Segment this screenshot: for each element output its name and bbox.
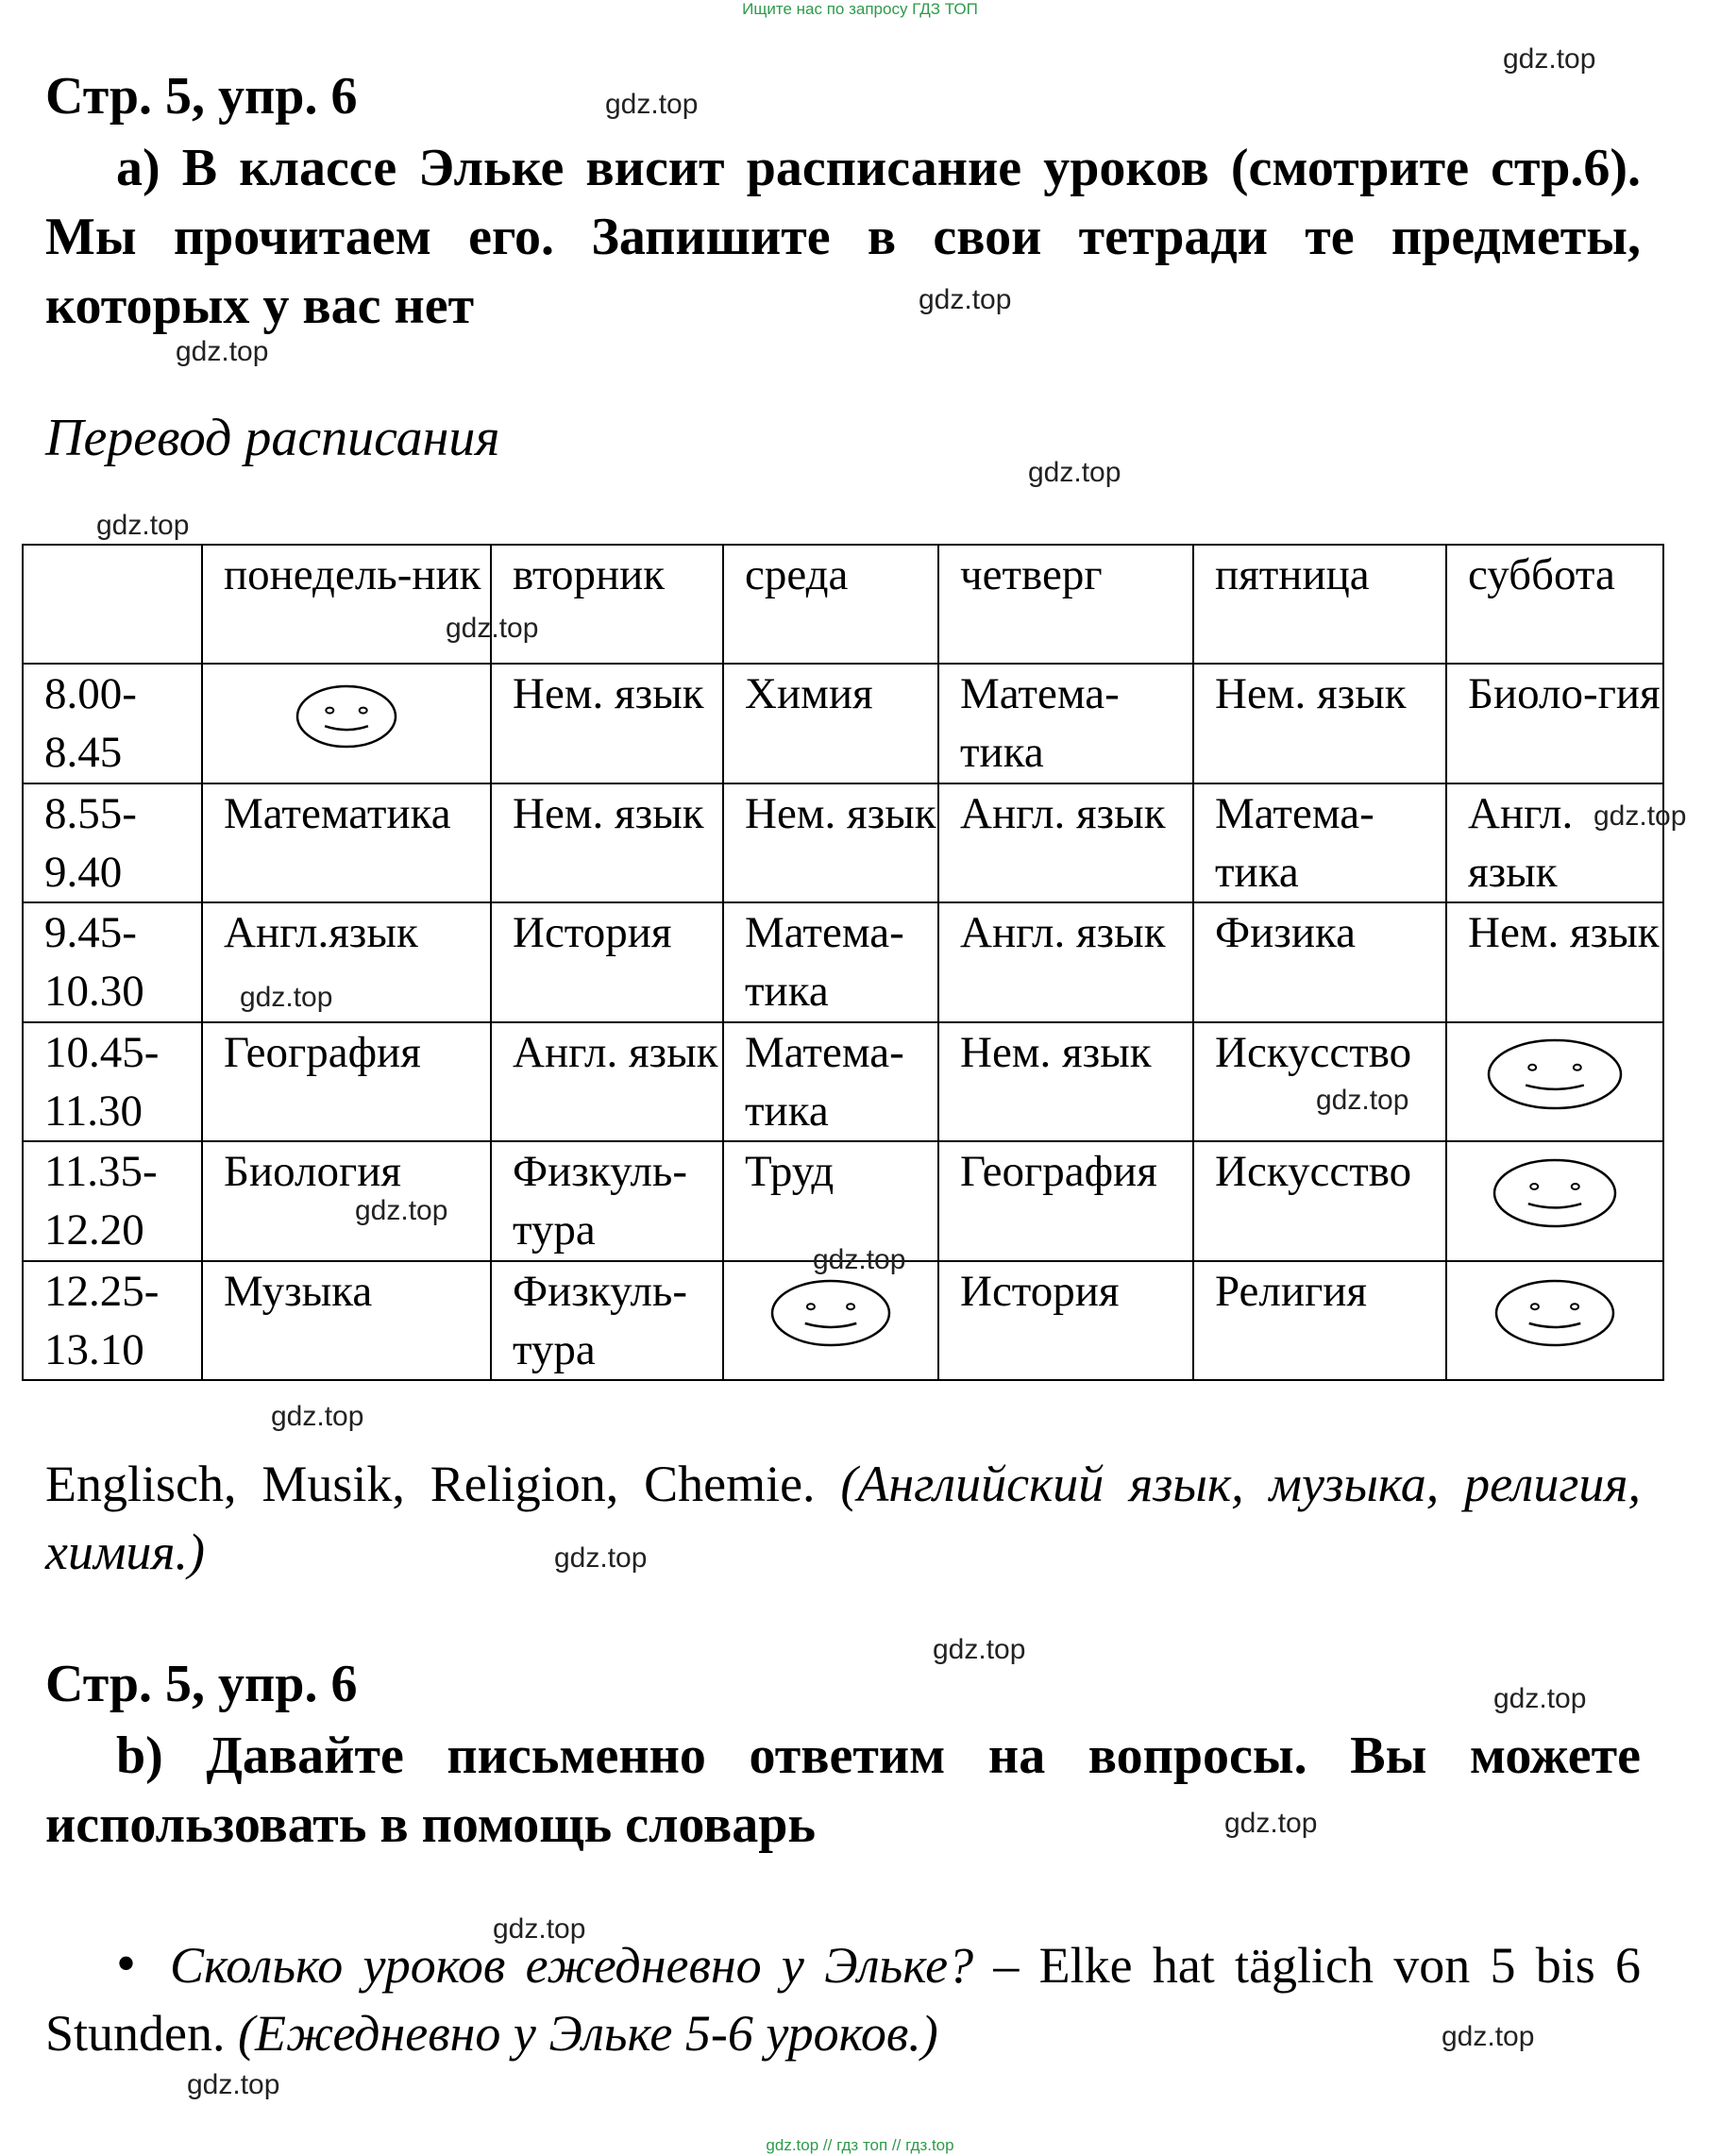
watermark: gdz.top <box>493 1913 586 1945</box>
task-b-text: Давайте письменно ответим на вопросы. Вы можете использовать в помощь словарь <box>45 1726 1642 1854</box>
task-b-label: b) <box>116 1726 163 1785</box>
lesson-cell: Англ.язык <box>202 902 491 1021</box>
smiley-icon <box>1487 1038 1623 1110</box>
watermark: gdz.top <box>187 2069 280 2100</box>
lesson-cell: География <box>938 1141 1193 1260</box>
lesson-cell: География <box>202 1022 491 1141</box>
lesson-cell: История <box>938 1261 1193 1380</box>
day-header: пятница <box>1193 545 1446 664</box>
lesson-cell: Биоло-гия <box>1446 664 1663 783</box>
top-banner: Ищите нас по запросу ГДЗ ТОП <box>742 0 978 18</box>
watermark: gdz.top <box>1224 1808 1318 1839</box>
lesson-cell: Математика <box>202 783 491 902</box>
time-cell: 9.45-10.30 <box>23 902 202 1021</box>
lesson-cell: Труд <box>723 1141 938 1260</box>
lesson-cell: Матема-тика <box>938 664 1193 783</box>
question-text: Сколько уроков ежедневно у Эльке? <box>170 1937 974 1994</box>
lesson-cell: Англ. язык <box>938 902 1193 1021</box>
watermark: gdz.top <box>813 1244 906 1275</box>
lesson-cell: Матема-тика <box>723 1022 938 1141</box>
free-period-cell <box>202 664 491 783</box>
smiley-icon <box>295 684 397 749</box>
header-empty-cell <box>23 545 202 664</box>
lesson-cell: Матема-тика <box>1193 783 1446 902</box>
watermark: gdz.top <box>446 613 539 644</box>
bullet: • <box>116 1932 137 1995</box>
section-a-heading: Стр. 5, упр. 6 <box>45 67 358 126</box>
watermark: gdz.top <box>96 510 190 541</box>
time-cell: 8.00-8.45 <box>23 664 202 783</box>
lesson-cell: Искусство <box>1193 1141 1446 1260</box>
task-a-label: a) <box>116 139 160 197</box>
day-header: четверг <box>938 545 1193 664</box>
watermark: gdz.top <box>1442 2021 1535 2052</box>
time-cell: 10.45-11.30 <box>23 1022 202 1141</box>
lesson-cell: Физкуль-тура <box>491 1141 723 1260</box>
question-dash: – <box>993 1937 1020 1994</box>
lesson-cell: Нем. язык <box>723 783 938 902</box>
smiley-icon <box>1492 1158 1617 1228</box>
day-header: понедель-ник <box>202 545 491 664</box>
schedule-row <box>23 783 1663 902</box>
schedule-row <box>23 1022 1663 1141</box>
answer-a-german: Englisch, Musik, Religion, Chemie. <box>45 1456 816 1512</box>
lesson-cell: Англ. язык <box>491 1022 723 1141</box>
lesson-cell: Матема-тика <box>723 902 938 1021</box>
free-period-cell <box>1446 1261 1663 1380</box>
day-header: вторник <box>491 545 723 664</box>
answer-a <box>45 1450 1641 1586</box>
watermark: gdz.top <box>271 1401 364 1432</box>
lesson-cell: Нем. язык <box>491 783 723 902</box>
question-item <box>45 1929 1641 2067</box>
watermark: gdz.top <box>933 1634 1026 1665</box>
answer-russian: (Ежедневно у Эльке 5-6 уроков.) <box>238 2005 938 2062</box>
watermark: gdz.top <box>554 1542 648 1574</box>
time-cell: 11.35-12.20 <box>23 1141 202 1260</box>
watermark: gdz.top <box>1316 1085 1409 1116</box>
lesson-cell: Англ. язык <box>1446 783 1663 902</box>
time-cell: 8.55-9.40 <box>23 783 202 902</box>
answer-german: Elke hat täglich von 5 bis 6 Stunden. <box>45 1937 1642 2062</box>
schedule-header-row <box>23 545 1663 664</box>
watermark: gdz.top <box>355 1195 448 1226</box>
watermark: gdz.top <box>1028 457 1121 488</box>
day-header: суббота <box>1446 545 1663 664</box>
section-b-heading: Стр. 5, упр. 6 <box>45 1655 358 1713</box>
watermark: gdz.top <box>1503 43 1596 75</box>
lesson-cell: Физкуль-тура <box>491 1261 723 1380</box>
free-period-cell <box>1446 1141 1663 1260</box>
time-cell: 12.25-13.10 <box>23 1261 202 1380</box>
lesson-cell: Искусство <box>1193 1022 1446 1141</box>
day-header: среда <box>723 545 938 664</box>
watermark: gdz.top <box>919 284 1012 315</box>
section-b-task <box>45 1722 1641 1860</box>
schedule-row <box>23 664 1663 783</box>
watermark: gdz.top <box>605 89 699 120</box>
lesson-cell: Нем. язык <box>1446 902 1663 1021</box>
watermark: gdz.top <box>1493 1683 1587 1714</box>
schedule-row <box>23 1141 1663 1260</box>
lesson-cell: Англ. язык <box>938 783 1193 902</box>
bottom-banner: gdz.top // гдз топ // гдз.top <box>766 2136 954 2154</box>
lesson-cell: Нем. язык <box>491 664 723 783</box>
task-a-text: В классе Эльке висит расписание уроков (смотрите стр.6). Мы прочитаем его. Запишите в свои тетради те предметы, которых у вас нет <box>45 139 1642 335</box>
lesson-cell: Нем. язык <box>938 1022 1193 1141</box>
lesson-cell: Религия <box>1193 1261 1446 1380</box>
free-period-cell <box>1446 1022 1663 1141</box>
watermark: gdz.top <box>1594 800 1687 832</box>
smiley-icon <box>1494 1279 1615 1347</box>
smiley-icon <box>770 1279 891 1347</box>
watermark: gdz.top <box>176 336 269 367</box>
lesson-cell: Физика <box>1193 902 1446 1021</box>
lesson-cell: Нем. язык <box>1193 664 1446 783</box>
lesson-cell: Музыка <box>202 1261 491 1380</box>
lesson-cell: Биология <box>202 1141 491 1260</box>
schedule-subtitle: Перевод расписания <box>45 409 500 467</box>
schedule-row <box>23 1261 1663 1380</box>
watermark: gdz.top <box>240 982 333 1013</box>
free-period-cell <box>723 1261 938 1380</box>
lesson-cell: Химия <box>723 664 938 783</box>
lesson-cell: История <box>491 902 723 1021</box>
section-a-task <box>45 134 1641 341</box>
answer-a-russian: (Английский язык, музыка, религия, химия.) <box>45 1456 1642 1580</box>
